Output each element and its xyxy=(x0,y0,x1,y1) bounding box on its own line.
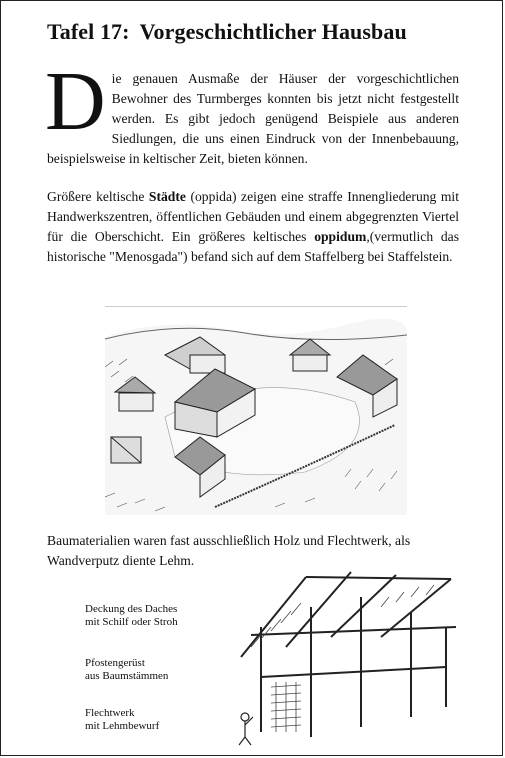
oppida-text-2: (oppida) zeigen eine straffe Innengliederung mit Handwerkszentren, öffentlichen Gebäuden und einem abgegrenzten Viertel für die Oberschicht. Ein größeres keltisches xyxy=(47,189,459,244)
page-title xyxy=(47,19,407,45)
oppida-paragraph xyxy=(47,187,459,267)
oppida-text-3: ,(vermutlich das historische "Menosgada") befand sich auf dem Staffelberg bei Staffelstein. xyxy=(47,229,459,264)
title-text: Vorgeschichtlicher Hausbau xyxy=(139,19,407,44)
materials-paragraph: Baumaterialien waren fast ausschließlich Holz und Flechtwerk, als Wandverputz diente Lehm. xyxy=(47,533,411,568)
roof-label: Deckung des Daches mit Schilf oder Stroh xyxy=(85,603,178,628)
intro-paragraph xyxy=(45,55,459,169)
drop-cap: D xyxy=(45,55,106,148)
intro-text: ie genauen Ausmaße der Häuser der vorgeschichtlichen Bewohner des Turmberges konnten bis jetzt nicht festgestellt werden. Es gibt jedoch genügend Beispiele aus anderen Siedlungen, die uns einen Eindruck von der Innenbebauung, beispielsweise in keltischer Zeit, bieten können. xyxy=(47,71,459,166)
title-label: Tafel 17: xyxy=(47,19,130,44)
house-frame-illustration xyxy=(231,567,471,747)
settlement-illustration xyxy=(105,306,407,515)
oppida-bold-oppidum: oppidum xyxy=(314,229,367,244)
oppida-bold-staedte: Städte xyxy=(148,189,186,204)
wattle-label: Flechtwerk mit Lehmbewurf xyxy=(85,707,160,732)
posts-label: Pfostengerüst aus Baumstämmen xyxy=(85,657,169,682)
oppida-text-1: Größere keltische xyxy=(47,189,149,204)
